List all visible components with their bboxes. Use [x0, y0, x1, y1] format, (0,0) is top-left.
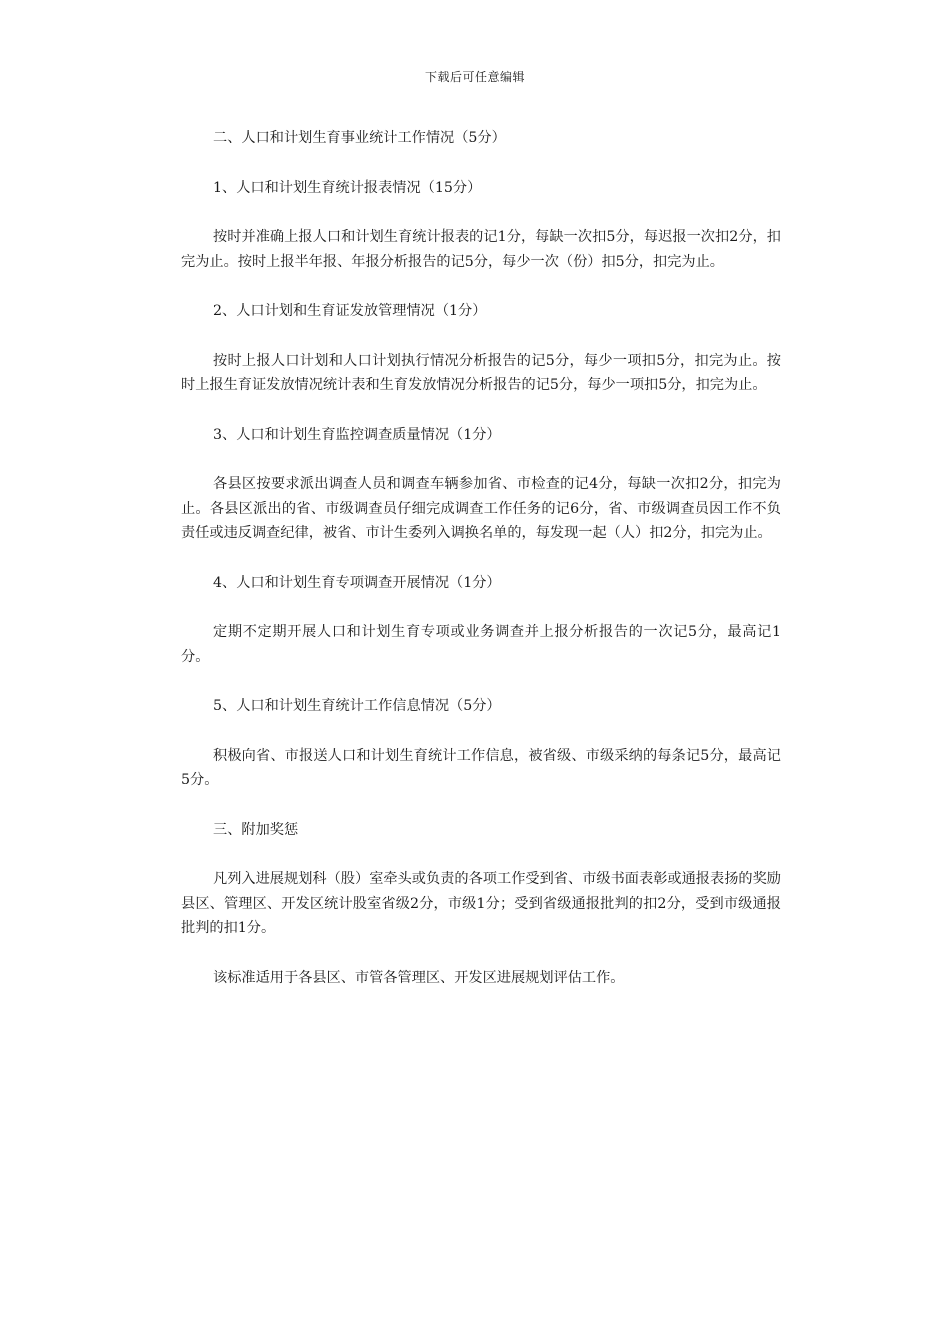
section-heading-rewards: 三、附加奖惩 [213, 821, 299, 838]
item-heading-3: 3、人口和计划生育监控调查质量情况（1分） [213, 426, 501, 443]
scope-paragraph: 该标准适用于各县区、市管各管理区、开发区进展规划评估工作。 [213, 969, 625, 986]
item-heading-4: 4、人口和计划生育专项调查开展情况（1分） [213, 574, 501, 591]
item-heading-1: 1、人口和计划生育统计报表情况（15分） [213, 179, 482, 196]
item-heading-2: 2、人口计划和生育证发放管理情况（1分） [213, 303, 487, 319]
item-paragraph-2: 按时上报人口计划和人口计划执行情况分析报告的记5分，每少一项扣5分，扣完为止。按时上报生育证发放情况统计表和生育发放情况分析报告的记5分，每少一项扣5分，扣完为止。 [181, 352, 781, 393]
item-paragraph-4: 定期不定期开展人口和计划生育专项或业务调查并上报分析报告的一次记5分，最高记1分。 [181, 624, 781, 665]
rewards-paragraph: 凡列入进展规划科（股）室牵头或负责的各项工作受到省、市级书面表彰或通报表扬的奖励县区、管理区、开发区统计股室省级2分，市级1分；受到省级通报批判的扣2分，受到市级通报批判的扣1分。 [181, 871, 781, 936]
item-paragraph-5: 积极向省、市报送人口和计划生育统计工作信息，被省级、市级采纳的每条记5分，最高记5分。 [181, 747, 781, 788]
page-header: 下载后可任意编辑 [424, 70, 525, 84]
item-heading-5: 5、人口和计划生育统计工作信息情况（5分） [213, 698, 501, 714]
document-body [181, 126, 781, 990]
item-paragraph-3: 各县区按要求派出调查人员和调查车辆参加省、市检查的记4分，每缺一次扣2分，扣完为止。各县区派出的省、市级调查员仔细完成调查工作任务的记6分，省、市级调查员因工作不负责任或违反调查纪律，被省、市计生委列入调换名单的，每发现一起（人）扣2分，扣完为止。 [181, 476, 781, 541]
section-heading-statistics: 二、人口和计划生育事业统计工作情况（5分） [213, 130, 506, 146]
item-paragraph-1: 按时并准确上报人口和计划生育统计报表的记1分，每缺一次扣5分，每迟报一次扣2分，扣完为止。按时上报半年报、年报分析报告的记5分，每少一次（份）扣5分，扣完为止。 [181, 229, 781, 270]
